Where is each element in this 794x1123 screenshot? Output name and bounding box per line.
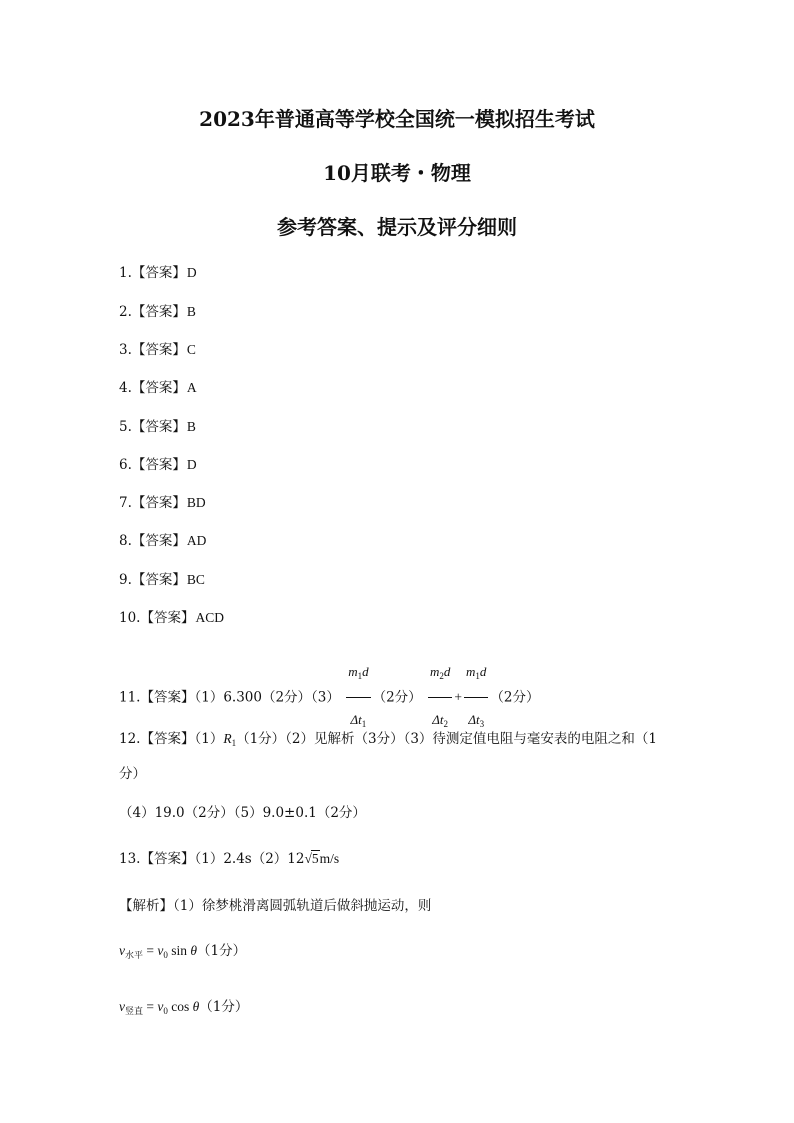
fraction-2: $\frac{m_2d}{\Delta t_2}$ [428,652,452,744]
answer-value: BC [186,572,205,587]
question-number: 1. [119,265,132,281]
answer-tag: 【答案】 [140,689,195,706]
theta-symbol: θ [192,999,200,1014]
velocity-subscript: 水平 [125,951,144,961]
question-number: 7. [119,495,132,511]
answer-tag: 【答案】 [131,572,186,588]
velocity-symbol: v [157,999,164,1014]
question-number: 11. [119,689,141,706]
analysis-line [119,897,431,915]
answer-item [119,571,205,589]
question-number: 6. [119,457,132,473]
answer-item-12-cont [119,765,146,783]
answer-tag: 【答案】 [131,419,186,435]
answer-item [119,379,197,397]
answer-value: AD [186,533,207,548]
answer-text: （1分）（2）见解析（3分）（3）待测定值电阻与毫安表的电阻之和（1 [236,731,658,747]
question-number: 3. [119,342,132,358]
answer-tag: 【答案】 [131,533,186,549]
answer-item [119,494,206,512]
answer-value: B [186,419,196,434]
equation-1 [119,942,246,965]
answer-tag: 【答案】 [131,495,186,511]
answer-value: B [186,304,196,319]
velocity-subscript: 竖直 [125,1007,144,1017]
equals-sign: = [143,999,158,1014]
velocity-symbol: v [157,943,164,958]
answer-text: （1） [194,731,224,747]
fraction-3: $\frac{m_1d}{\Delta t_3}$ [464,652,488,744]
velocity-symbol: v [119,999,125,1014]
velocity-subscript: 0 [163,1006,168,1016]
answer-item [119,264,197,282]
sqrt-value: 5 [311,851,319,866]
question-number: 13. [119,851,141,867]
answer-value: C [186,342,196,357]
function-name: cos [167,999,193,1014]
unit: m/s [319,851,340,866]
answer-item [119,609,224,627]
exam-subtitle: 10月联考・物理 [323,161,471,185]
answer-tag: 【答案】 [131,304,186,320]
answer-value: ACD [195,610,224,625]
answer-text: （4）19.0（2分）（5）9.0±0.1（2分） [119,805,366,821]
question-number: 10. [119,610,141,626]
theta-symbol: θ [190,943,198,958]
answer-item [119,341,196,359]
score-text: （2分） [372,689,422,706]
score-text: （2分） [490,689,540,706]
plus-sign: + [454,689,462,705]
function-name: sin [167,943,191,958]
answer-value: D [186,457,197,472]
answer-text: 分） [119,766,146,782]
answer-item [119,456,197,474]
answer-tag: 【答案】 [140,731,195,747]
answer-item-12 [119,730,657,752]
answer-tag: 【答案】 [131,457,186,473]
answer-item-12-cont [119,804,366,822]
score-text: （1分） [197,943,247,959]
answer-item [119,532,206,550]
question-number: 4. [119,380,132,396]
velocity-subscript: 0 [163,950,168,960]
analysis-tag: 【解析】 [119,898,173,914]
resistor-subscript: 1 [231,738,237,748]
fraction-1: $\frac{m_1d}{\Delta t_1}$ [346,652,370,744]
answer-item [119,303,196,321]
answer-item [119,418,196,436]
resistor-symbol: R [223,731,232,746]
equals-sign: = [143,943,158,958]
question-number: 9. [119,572,132,588]
analysis-text: （1）徐梦桃滑离圆弧轨道后做斜抛运动，则 [173,898,432,914]
exam-title: 2023年普通高等学校全国统一模拟招生考试 [199,107,595,131]
answer-value: D [186,265,197,280]
answer-tag: 【答案】 [131,380,186,396]
answer-key-heading: 参考答案、提示及评分细则 [277,215,517,239]
question-number: 12. [119,731,141,747]
score-text: （1分） [199,999,249,1015]
answer-tag: 【答案】 [131,342,186,358]
equation-2 [119,998,248,1021]
answer-tag: 【答案】 [140,851,195,867]
answer-tag: 【答案】 [131,265,186,281]
answer-value: A [186,380,197,395]
answer-text: （1）6.300（2分）（3） [194,689,340,706]
answer-tag: 【答案】 [140,610,195,626]
answer-item-13 [119,850,339,868]
question-number: 8. [119,533,132,549]
answer-value: BD [186,495,206,510]
velocity-symbol: v [119,943,125,958]
answer-text: （1）2.4s（2）12 [194,851,305,867]
question-number: 2. [119,304,132,320]
question-number: 5. [119,419,132,435]
sqrt-sign: √ [304,851,312,866]
